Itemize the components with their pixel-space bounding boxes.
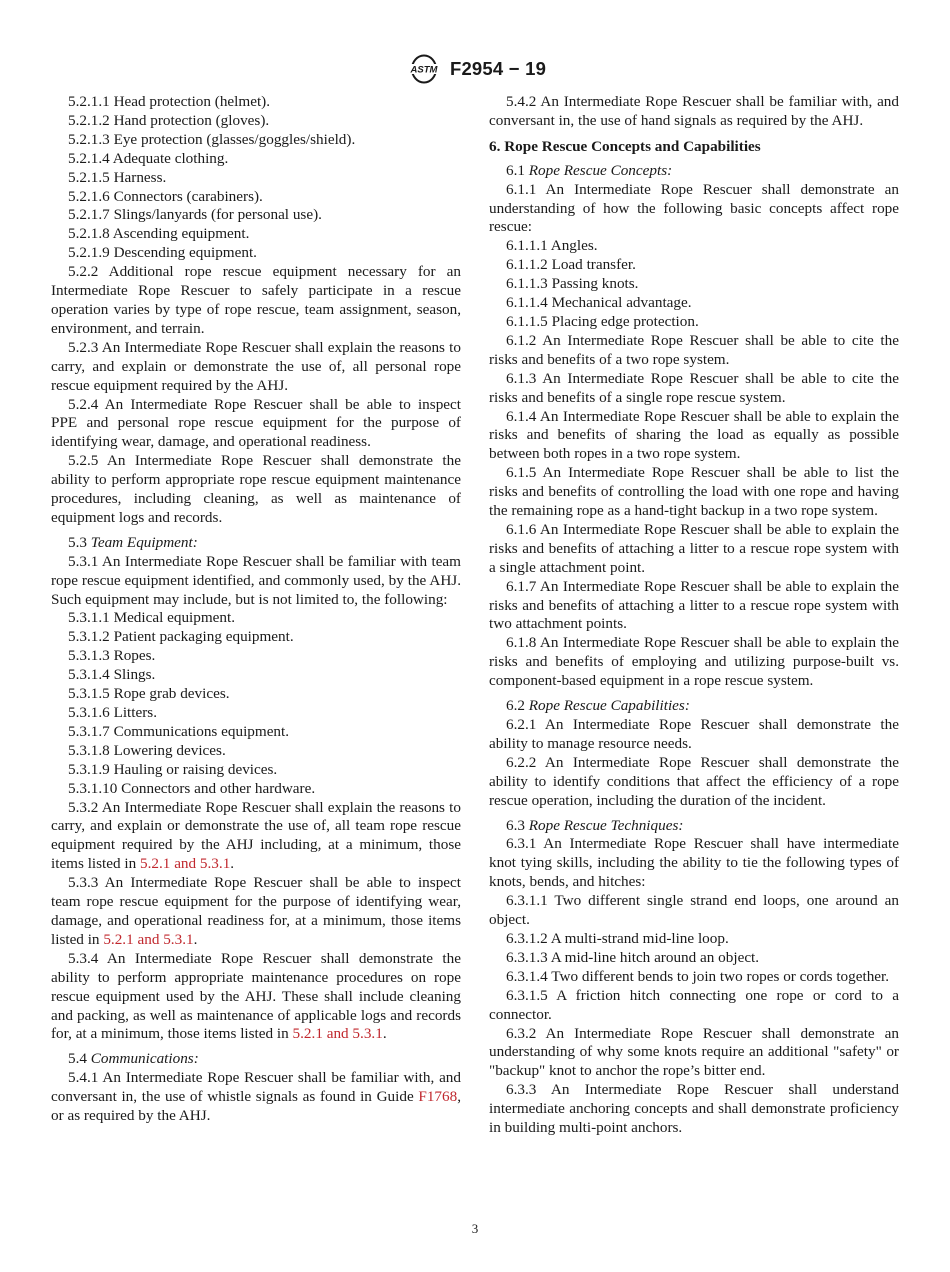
paragraph: 6.1.8 An Intermediate Rope Rescuer shall be able to explain the risks and benefits of employing and utilizing purpose-built vs. component-based equipment in a rope rescue system. bbox=[489, 634, 899, 690]
cross-reference-link[interactable]: 5.2.1 and 5.3.1 bbox=[103, 930, 194, 948]
paragraph: 6.3.1.4 Two different bends to join two ropes or cords together. bbox=[506, 967, 890, 985]
paragraph: 6.1.6 An Intermediate Rope Rescuer shall be able to explain the risks and benefits of attaching a litter to a rescue rope system with a single attachment point. bbox=[489, 520, 899, 576]
paragraph: 5.2.2 Additional rope rescue equipment necessary for an Intermediate Rope Rescuer to safely participate in a rescue operation varies by type of rope rescue, team assignment, season, environment, and terrain. bbox=[51, 263, 461, 337]
paragraph: 6.3.1.5 A friction hitch connecting one rope or cord to a connector. bbox=[489, 986, 899, 1023]
section-6-heading: 6. Rope Rescue Concepts and Capabilities bbox=[489, 137, 761, 155]
section-title: Rope Rescue Capabilities: bbox=[528, 697, 690, 715]
paragraph-end: , or as required by the AHJ. bbox=[51, 1088, 461, 1125]
paragraph-text: 5.3.3 An Intermediate Rope Rescuer shall be able to inspect team rope rescue equipment for the purpose of identifying wear, damage, and operational readiness for, at a minimum, those items listed in bbox=[51, 874, 461, 948]
section-number: 6.1 bbox=[506, 161, 529, 179]
paragraph: 6.3.1.1 Two different single strand end loops, one around an object. bbox=[489, 892, 899, 929]
paragraph: 5.4.2 An Intermediate Rope Rescuer shall be familiar with, and conversant in, the use of hand signals as required by the AHJ. bbox=[489, 93, 899, 129]
paragraph: 5.2.5 An Intermediate Rope Rescuer shall demonstrate the ability to perform appropriate rope rescue equipment maintenance procedures, including cleaning, as well as maintenance of equipment logs and records. bbox=[51, 452, 461, 526]
paragraph bbox=[51, 1069, 461, 1126]
list-item: 6.1.1.5 Placing edge protection. bbox=[506, 312, 699, 330]
paragraph-text: 5.3.4 An Intermediate Rope Rescuer shall demonstrate the ability to perform appropriate maintenance procedures on rope rescue equipment used by the AHJ. These shall include cleaning and packing, as well as maintenance of applicable logs and records for, at a minimum, those items listed in bbox=[51, 949, 461, 1043]
paragraph-end: . bbox=[193, 930, 198, 948]
list-item: 5.3.1.2 Patient packaging equipment. bbox=[68, 628, 294, 646]
cross-reference-link[interactable]: 5.2.1 and 5.3.1 bbox=[292, 1025, 383, 1043]
list-item: 5.2.1.9 Descending equipment. bbox=[68, 244, 257, 262]
cross-reference-link[interactable]: 5.2.1 and 5.3.1 bbox=[140, 855, 231, 873]
list-item: 5.3.1.9 Hauling or raising devices. bbox=[68, 760, 278, 778]
section-number: 6.2 bbox=[506, 697, 529, 715]
section-heading bbox=[489, 162, 899, 181]
list-item: 6.1.1.4 Mechanical advantage. bbox=[506, 294, 692, 312]
paragraph: 6.1.2 An Intermediate Rope Rescuer shall be able to cite the risks and benefits of a two rope system. bbox=[489, 331, 899, 368]
paragraph: 6.3.1.3 A mid-line hitch around an object. bbox=[506, 948, 760, 966]
paragraph: 6.3.3 An Intermediate Rope Rescuer shall understand intermediate anchoring concepts and shall demonstrate proficiency in building multi-point anchors. bbox=[489, 1081, 899, 1137]
paragraph-end: . bbox=[382, 1025, 387, 1043]
section-title: Team Equipment: bbox=[90, 533, 198, 551]
list-item: 5.3.1.7 Communications equipment. bbox=[68, 722, 290, 740]
paragraph: 6.1.5 An Intermediate Rope Rescuer shall be able to list the risks and benefits of controlling the load with one rope and having the remaining rope as a hand-tight backup in a two rope system. bbox=[489, 464, 899, 520]
document-designation: F2954 − 19 bbox=[449, 58, 547, 79]
list-item: 5.3.1.4 Slings. bbox=[68, 666, 156, 684]
paragraph: 6.1.1 An Intermediate Rope Rescuer shall demonstrate an understanding of how the following basic concepts affect rope rescue: bbox=[489, 180, 899, 236]
list-item: 5.3.1.1 Medical equipment. bbox=[68, 609, 236, 627]
paragraph bbox=[51, 950, 461, 1045]
section-heading bbox=[51, 534, 461, 553]
paragraph: 6.3.1.2 A multi-strand mid-line loop. bbox=[506, 929, 729, 947]
section-heading bbox=[51, 1050, 461, 1069]
list-item: 5.2.1.2 Hand protection (gloves). bbox=[68, 111, 270, 129]
list-item: 6.1.1.3 Passing knots. bbox=[506, 275, 639, 293]
list-item: 5.2.1.8 Ascending equipment. bbox=[68, 225, 250, 243]
list-item: 5.2.1.4 Adequate clothing. bbox=[68, 149, 229, 167]
paragraph bbox=[51, 874, 461, 950]
list-item: 5.2.1.3 Eye protection (glasses/goggles/shield). bbox=[68, 130, 356, 148]
paragraph: 6.2.1 An Intermediate Rope Rescuer shall demonstrate the ability to manage resource needs. bbox=[489, 716, 899, 752]
paragraph: 6.1.3 An Intermediate Rope Rescuer shall be able to cite the risks and benefits of a single rope rescue system. bbox=[489, 369, 899, 406]
section-heading bbox=[489, 817, 899, 836]
paragraph: 6.2.2 An Intermediate Rope Rescuer shall demonstrate the ability to identify conditions that affect the efficiency of a rope rescue operation, including the duration of the incident. bbox=[489, 753, 899, 809]
paragraph-end: . bbox=[230, 855, 235, 873]
section-number: 5.3 bbox=[68, 533, 91, 551]
astm-logo-text: ASTM bbox=[410, 64, 438, 76]
section-title: Rope Rescue Techniques: bbox=[528, 816, 684, 834]
list-item: 5.2.1.6 Connectors (carabiners). bbox=[68, 187, 263, 205]
paragraph: 5.2.4 An Intermediate Rope Rescuer shall be able to inspect PPE and personal rope rescue equipment for the purpose of identifying wear, damage, and operational readiness. bbox=[51, 395, 461, 451]
paragraph: 6.3.1 An Intermediate Rope Rescuer shall have intermediate knot tying skills, including the ability to tie the following types of knots, bends, and hitches: bbox=[489, 835, 899, 891]
list-item: 5.3.1.3 Ropes. bbox=[68, 647, 156, 665]
list-item: 5.2.1.1 Head protection (helmet). bbox=[68, 93, 271, 110]
list-item: 5.3.1.5 Rope grab devices. bbox=[68, 685, 230, 703]
paragraph: 6.1.7 An Intermediate Rope Rescuer shall be able to explain the risks and benefits of attaching a litter to a rescue rope system with two attachment points. bbox=[489, 577, 899, 633]
guide-reference-link[interactable]: F1768 bbox=[418, 1088, 458, 1106]
paragraph bbox=[51, 799, 461, 875]
list-item: 5.3.1.8 Lowering devices. bbox=[68, 741, 226, 759]
section-heading bbox=[489, 697, 899, 716]
astm-logo-icon bbox=[404, 54, 444, 84]
page-number: 3 bbox=[471, 1221, 479, 1236]
page-header bbox=[0, 54, 950, 84]
section-title: Rope Rescue Concepts: bbox=[528, 161, 673, 179]
section-number: 5.4 bbox=[68, 1050, 91, 1068]
list-item: 5.3.1.10 Connectors and other hardware. bbox=[68, 779, 316, 797]
paragraph: 5.2.3 An Intermediate Rope Rescuer shall explain the reasons to carry, and explain or demonstrate the use of, all personal rope rescue equipment required by the AHJ. bbox=[51, 338, 461, 394]
paragraph: 6.1.4 An Intermediate Rope Rescuer shall be able to explain the risks and benefits of sharing the load as equally as possible between both ropes in a two rope system. bbox=[489, 407, 899, 463]
list-item: 5.3.1.6 Litters. bbox=[68, 704, 158, 721]
paragraph-text: 5.3.2 An Intermediate Rope Rescuer shall explain the reasons to carry, and explain or demonstrate the use of, all team rope rescue equipment required by the AHJ including, at a minimum, those items listed in bbox=[51, 798, 461, 873]
left-column bbox=[51, 93, 461, 1126]
section-number: 6.3 bbox=[506, 816, 529, 834]
list-item: 5.2.1.7 Slings/lanyards (for personal use). bbox=[68, 206, 322, 224]
right-column bbox=[489, 93, 899, 1138]
list-item: 5.2.1.5 Harness. bbox=[68, 168, 167, 186]
paragraph: 6.3.2 An Intermediate Rope Rescuer shall demonstrate an understanding of why some knots require an additional "safety" or "backup" knot to anchor the rope’s bitter end. bbox=[489, 1024, 899, 1080]
list-item: 6.1.1.1 Angles. bbox=[506, 237, 598, 255]
paragraph: 5.3.1 An Intermediate Rope Rescuer shall be familiar with team rope rescue equipment identified, and commonly used, by the AHJ. Such equipment may include, but is not limited to, the following: bbox=[51, 552, 461, 608]
section-title: Communications: bbox=[90, 1050, 199, 1068]
list-item: 6.1.1.2 Load transfer. bbox=[506, 256, 636, 274]
paragraph-text: 5.4.1 An Intermediate Rope Rescuer shall be familiar with, and conversant in, the use of whistle signals as found in Guide bbox=[51, 1069, 461, 1106]
